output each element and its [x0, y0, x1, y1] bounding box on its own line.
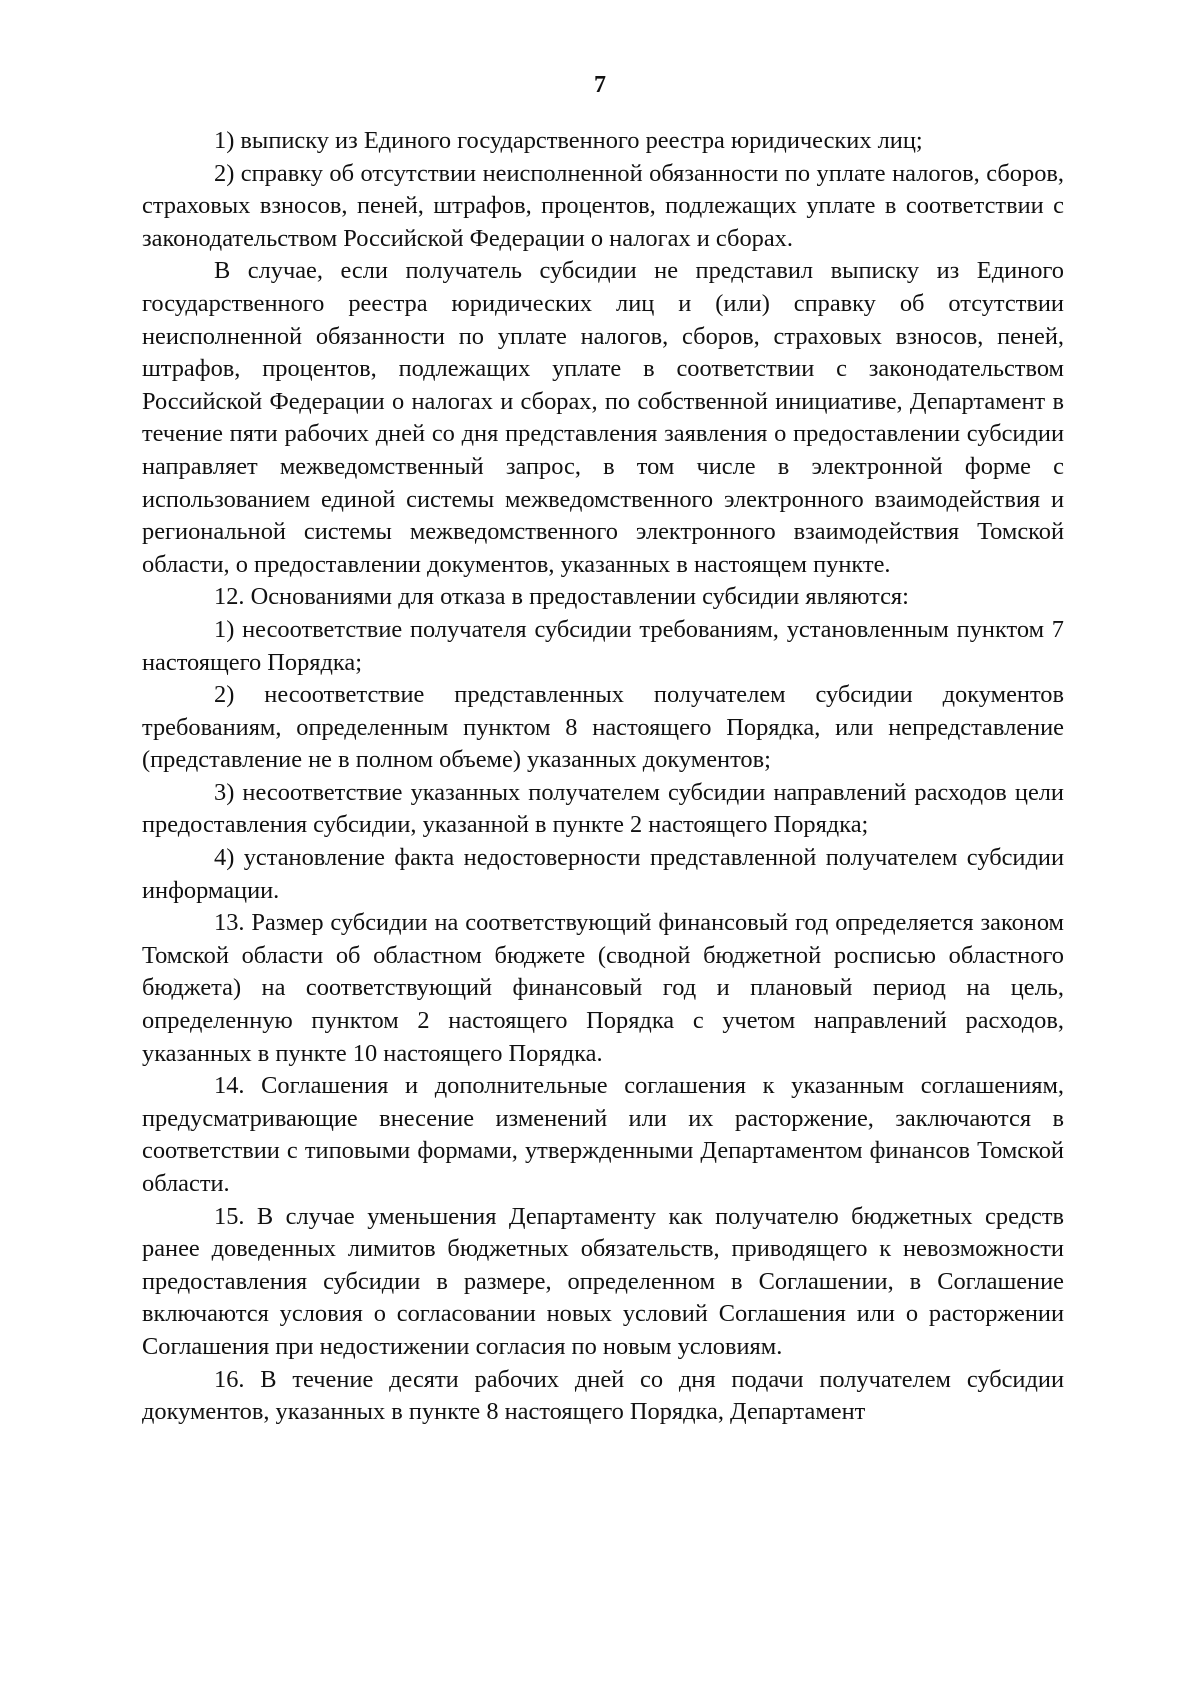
paragraph-11: 15. В случае уменьшения Департаменту как получателю бюджетных средств ранее доведенных лимитов бюджетных обязательств, приводящего к невозможности предоставления субсидии в размере, определенном в Соглашении, в Соглашение включаются условия о согласовании новых условий Соглашения или о расторжении Соглашения при недостижении согласия по новым условиям. — [142, 1202, 1064, 1360]
document-body — [142, 125, 1064, 1429]
paragraph-10: 14. Соглашения и дополнительные соглашения к указанным соглашениям, предусматривающие внесение изменений или их расторжение, заключаются в соответствии с типовыми формами, утвержденными Департаментом финансов Томской области. — [142, 1072, 1064, 1197]
paragraph-2: 2) справку об отсутствии неисполненной обязанности по уплате налогов, сборов, страховых взносов, пеней, штрафов, процентов, подлежащих уплате в соответствии с законодательством Российской Федерации о налогах и сборах. — [142, 159, 1064, 252]
paragraph-8: 4) установление факта недостоверности представленной получателем субсидии информации. — [142, 844, 1064, 904]
paragraph-1: 1) выписку из Единого государственного реестра юридических лиц; — [214, 127, 923, 154]
page-number: 7 — [594, 72, 606, 98]
paragraph-12: 16. В течение десяти рабочих дней со дня подачи получателем субсидии документов, указанных в пункте 8 настоящего Порядка, Департамент — [142, 1365, 1064, 1426]
paragraph-6: 2) несоответствие представленных получателем субсидии документов требованиям, определенным пунктом 8 настоящего Порядка, или непредставление (представление не в полном объеме) указанных документов; — [142, 681, 1064, 774]
paragraph-7: 3) несоответствие указанных получателем субсидии направлений расходов цели предоставления субсидии, указанной в пункте 2 настоящего Порядка; — [142, 778, 1064, 839]
paragraph-5: 1) несоответствие получателя субсидии требованиям, установленным пунктом 7 настоящего Порядка; — [142, 615, 1064, 676]
paragraph-4: 12. Основаниями для отказа в предоставлении субсидии являются: — [214, 583, 909, 611]
paragraph-9: 13. Размер субсидии на соответствующий финансовый год определяется законом Томской области об областном бюджете (сводной бюджетной росписью областного бюджета) на соответствующий финансовый год и плановый период на цель, определенную пунктом 2 настоящего Порядка с учетом направлений расходов, указанных в пункте 10 настоящего Порядка. — [142, 909, 1064, 1067]
paragraph-3: В случае, если получатель субсидии не представил выписку из Единого государственного реестра юридических лиц и (или) справку об отсутствии неисполненной обязанности по уплате налогов, сборов, страховых взносов, пеней, штрафов, процентов, подлежащих уплате в соответствии с законодательством Российской Федерации о налогах и сборах, по собственной инициативе, Департамент в течение пяти рабочих дней со дня представления заявления о предоставлении субсидии направляет межведомственный запрос, в том числе в электронной форме с использованием единой системы межведомственного электронного взаимодействия и региональной системы межведомственного электронного взаимодействия Томской области, о предоставлении документов, указанных в настоящем пункте. — [142, 257, 1064, 578]
